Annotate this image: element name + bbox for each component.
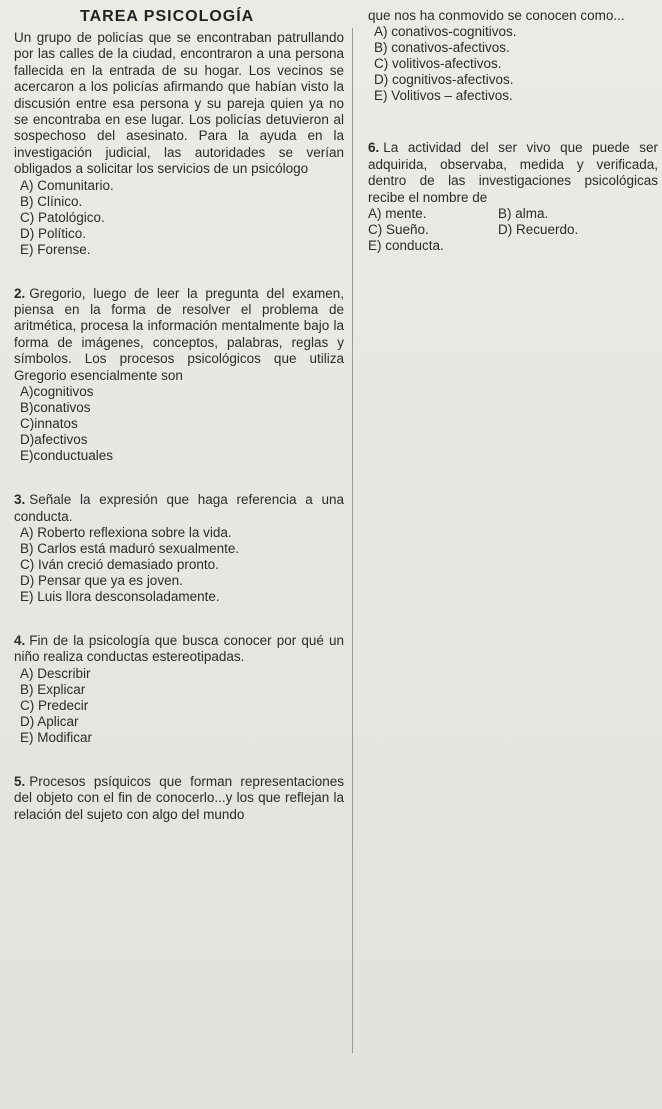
question-4-option-a: A) Describir xyxy=(20,665,91,681)
question-3-option-c: C) Iván creció demasiado pronto. xyxy=(20,556,219,572)
question-2-option-e: E)conductuales xyxy=(20,448,114,464)
question-4-option-c: C) Predecir xyxy=(20,697,89,713)
question-2-option-c: C)innatos xyxy=(20,416,78,432)
question-4-text: Fin de la psicología que busca conocer por qué un niño realiza conductas estereotipadas. xyxy=(14,632,344,665)
question-5-continuation xyxy=(368,8,658,104)
question-5 xyxy=(14,774,344,823)
question-1 xyxy=(14,30,344,258)
question-4-option-b: B) Explicar xyxy=(20,681,86,697)
question-5-option-c: C) volitivos-afectivos. xyxy=(374,56,502,72)
question-2-number: 2. xyxy=(14,285,26,301)
question-3 xyxy=(14,492,344,605)
question-3-option-e: E) Luis llora desconsoladamente. xyxy=(20,588,220,604)
question-5-option-b: B) conativos-afectivos. xyxy=(374,40,510,56)
question-5-option-a: A) conativos-cognitivos. xyxy=(374,24,517,40)
page-title: TAREA PSICOLOGÍA xyxy=(80,8,255,25)
question-4-number: 4. xyxy=(14,632,26,648)
question-2-option-d: D)afectivos xyxy=(20,432,88,448)
question-2-text: Gregorio, luego de leer la pregunta del examen, piensa en la forma de resolver el problema de aritmética, procesa la información mentalmente bajo la forma de imágenes, conceptos, palabras, reglas y símbolos. Los procesos psicológicos que utiliza Gregorio esencialmente son xyxy=(14,285,344,383)
column-divider xyxy=(352,28,353,1053)
question-1-option-b: B) Clínico. xyxy=(20,193,83,209)
question-1-option-d: D) Político. xyxy=(20,225,87,241)
question-2-option-a: A)cognitivos xyxy=(20,384,94,400)
question-1-text: Un grupo de policías que se encontraban patrullando por las calles de la ciudad, encontraron a una persona fallecida en la entrada de su hogar. Los vecinos se acercaron a los policías afirmando que habían visto la discusión entre esa persona y su pareja quien ya no se encontraba en ese lugar. Los policías detuvieron al sospechoso del asesinato. Para la ayuda en la investigación judicial, las autoridades se verían obligados a solicitar los servicios de un psicólogo xyxy=(14,30,344,177)
question-4-option-d: D) Aplicar xyxy=(20,713,79,729)
question-6-option-b: B) alma. xyxy=(498,206,549,222)
question-1-option-c: C) Patológico. xyxy=(20,209,105,225)
question-1-option-a: A) Comunitario. xyxy=(20,177,114,193)
question-3-number: 3. xyxy=(14,492,26,508)
question-5-continuation-text: que nos ha conmovido se conocen como... xyxy=(368,8,625,23)
question-6-option-d: D) Recuerdo. xyxy=(498,222,579,238)
question-6 xyxy=(368,140,658,254)
question-5-number: 5. xyxy=(14,773,26,789)
question-6-text: La actividad del ser vivo que puede ser adquirida, observaba, medida y verificada, dentro de las investigaciones psicológicas recibe el nombre de xyxy=(368,140,658,205)
question-6-option-c: C) Sueño. xyxy=(368,222,429,238)
left-column xyxy=(14,30,344,837)
question-2 xyxy=(14,286,344,464)
question-6-options xyxy=(368,206,658,254)
question-5-text: Procesos psíquicos que forman representaciones del objeto con el fin de conocerlo...y los que reflejan la relación del sujeto con algo del mundo xyxy=(14,773,344,822)
question-3-option-b: B) Carlos está maduró sexualmente. xyxy=(20,540,240,556)
question-5-option-d: D) cognitivos-afectivos. xyxy=(374,72,514,88)
question-3-option-a: A) Roberto reflexiona sobre la vida. xyxy=(20,524,232,540)
question-2-option-b: B)conativos xyxy=(20,400,91,416)
question-5-option-e: E) Volitivos – afectivos. xyxy=(374,88,513,104)
right-column xyxy=(368,8,658,272)
question-6-option-a: A) mente. xyxy=(368,206,427,222)
question-4 xyxy=(14,633,344,746)
question-1-option-e: E) Forense. xyxy=(20,241,91,257)
question-6-option-e: E) conducta. xyxy=(368,238,444,254)
question-6-number: 6. xyxy=(368,140,380,156)
question-4-option-e: E) Modificar xyxy=(20,729,93,745)
question-3-option-d: D) Pensar que ya es joven. xyxy=(20,572,183,588)
question-3-text: Señale la expresión que haga referencia a una conducta. xyxy=(14,492,344,524)
